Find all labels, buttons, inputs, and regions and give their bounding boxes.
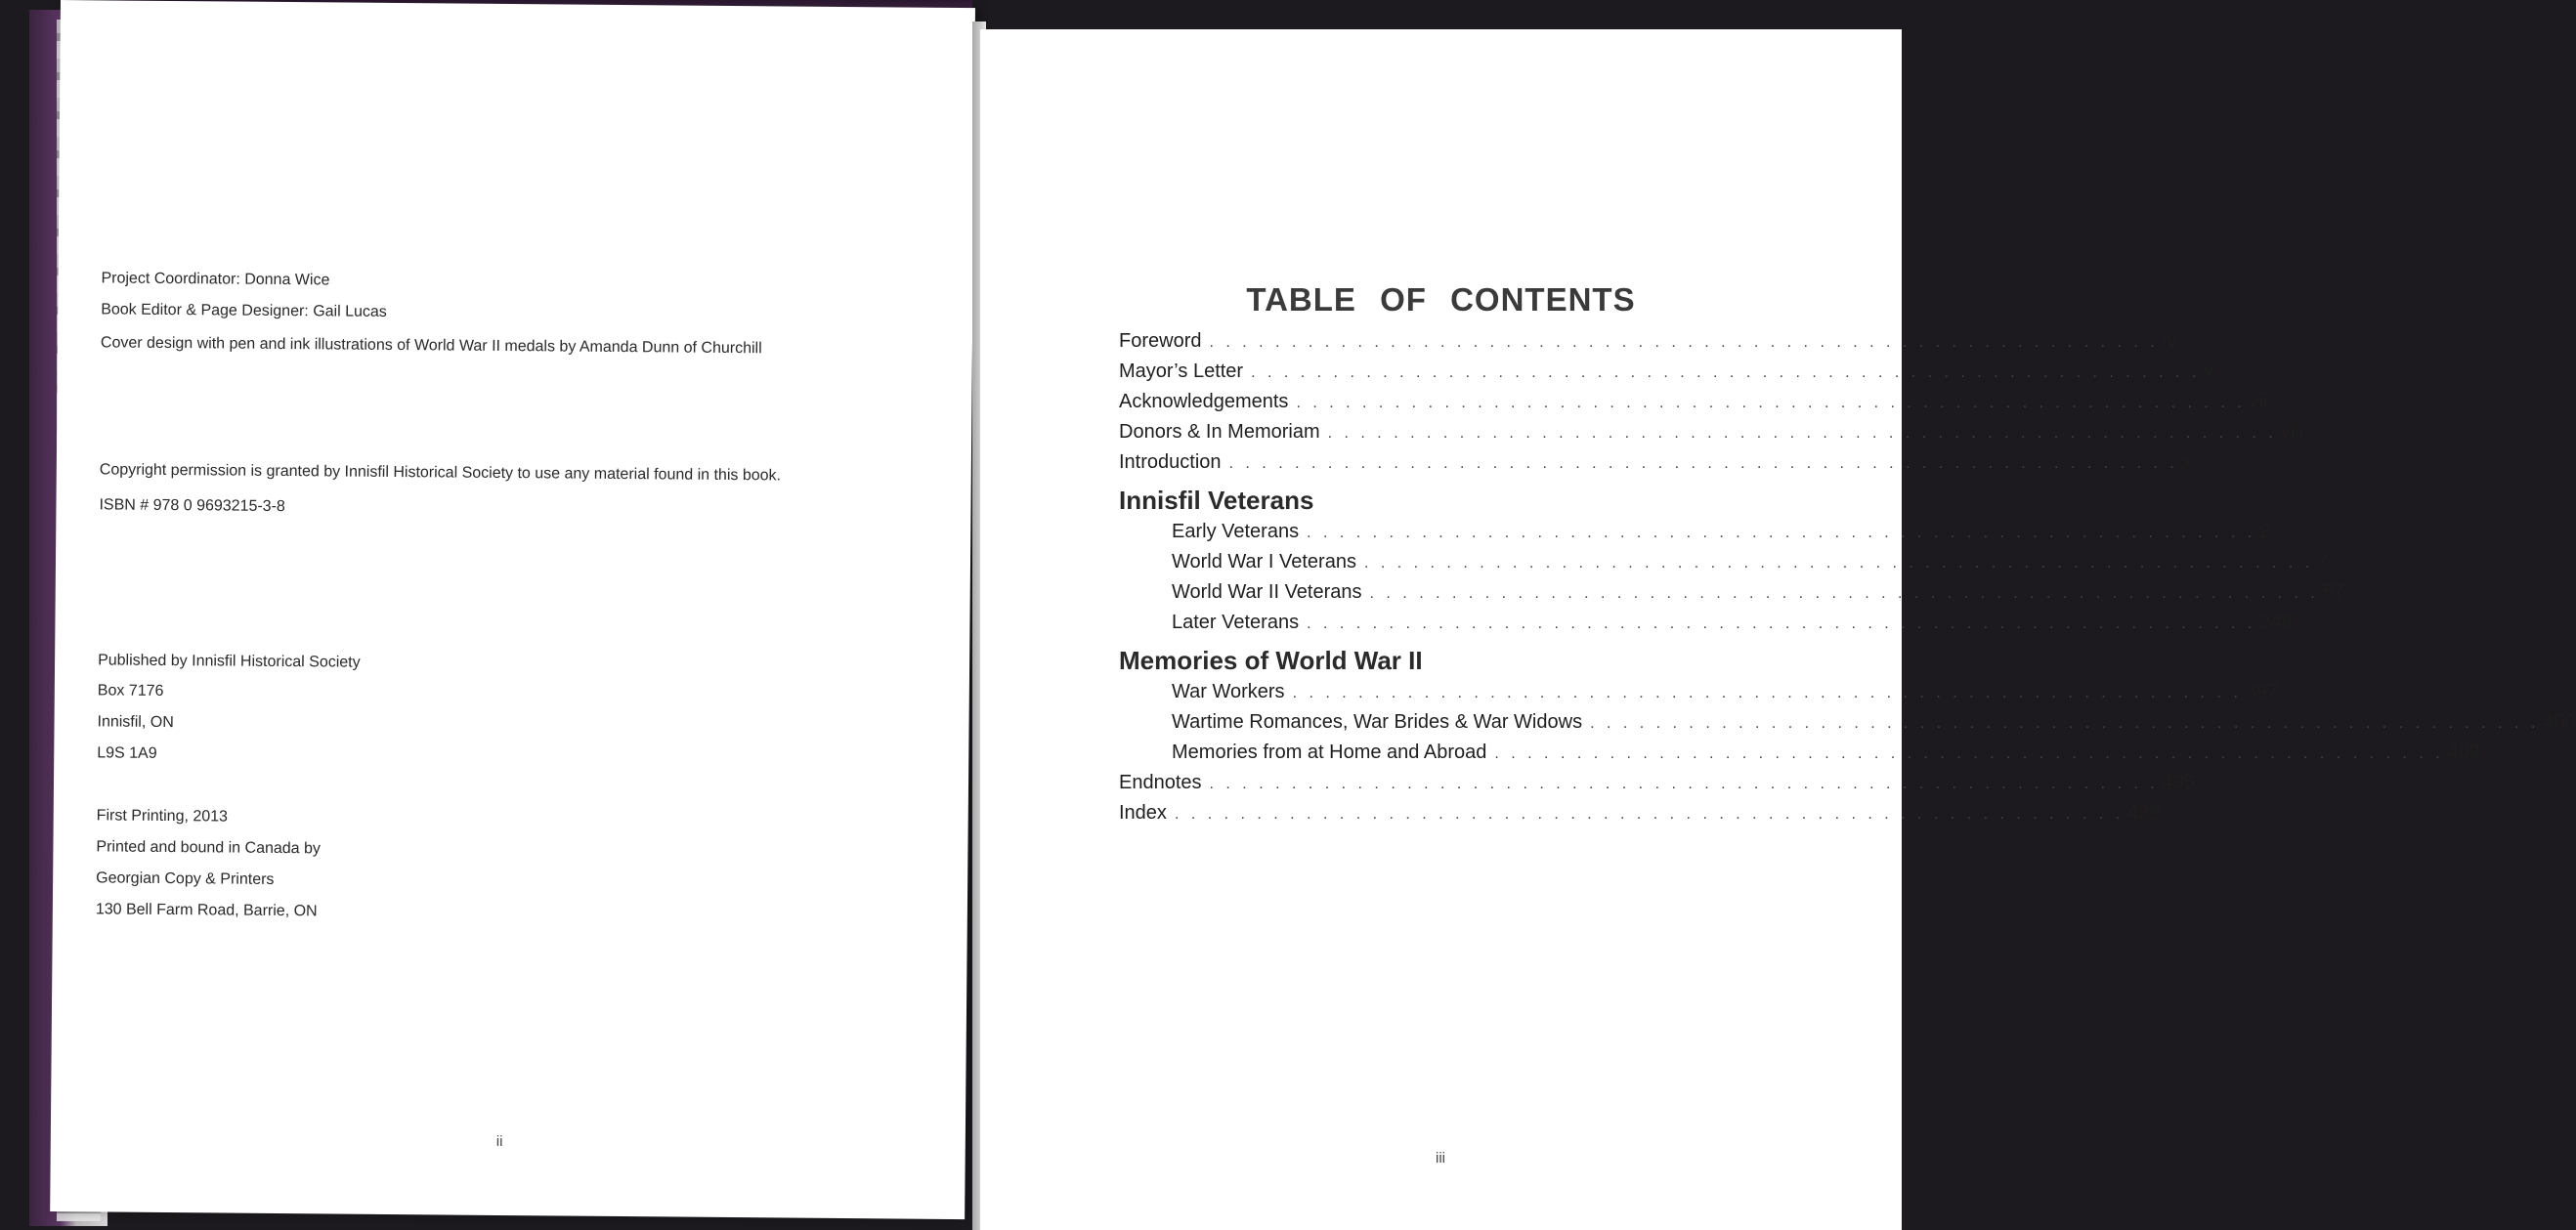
toc-entry-page: 249	[2259, 612, 2293, 633]
address-city-line: Innisfil, ON	[97, 713, 174, 732]
toc-entry-title: Endnotes	[1119, 772, 1202, 793]
page-number-left: ii	[495, 1132, 503, 1150]
table-of-contents	[1119, 330, 2576, 832]
toc-leader-dots: . . . . . . . . . . . . . . . . . . . . . . . . . . . . . . . . . . . . . . . . . . . . . . . . . . . . . . . . . .	[1327, 425, 2277, 442]
toc-entry-title: Early Veterans	[1172, 521, 1300, 542]
printer-name-line: Georgian Copy & Printers	[96, 869, 275, 888]
toc-entry-war-workers	[1119, 681, 2279, 711]
toc-entry-page: vii	[2249, 391, 2268, 412]
toc-entry-page: 400	[2543, 711, 2576, 733]
toc-entry-page: 439	[2127, 802, 2161, 824]
copyright-line: Copyright permission is granted by Innisfil Historical Society to use any material found in this book.	[99, 461, 782, 485]
toc-section-heading-innisfil-veterans: Innisfil Veterans	[1119, 486, 1314, 515]
toc-entry-title: Mayor’s Letter	[1119, 361, 1244, 382]
toc-leader-dots: . . . . . . . . . . . . . . . . . . . . . . . . . . . . . . . . . . . . . . . . . . . . . . . . . . . . . . . . . .	[1494, 745, 2444, 762]
toc-entry-mayors-letter	[1119, 361, 2214, 391]
left-page	[50, 0, 975, 1219]
toc-leader-dots: . . . . . . . . . . . . . . . . . . . . . . . . . . . . . . . . . . . . . . . . . . . . . . . . . . . . . . . . . .	[1209, 334, 2159, 351]
toc-entry-title: Donors & In Memoriam	[1119, 421, 1320, 443]
toc-leader-dots: . . . . . . . . . . . . . . . . . . . . . . . . . . . . . . . . . . . . . . . . . . . . . . . . . . . . . . . . . .	[1307, 525, 2256, 541]
cover-design-line: Cover design with pen and ink illustrations of World War II medals by Amanda Dunn of Churchill	[100, 334, 762, 358]
toc-entry-page: iv	[2162, 330, 2177, 352]
toc-entry-page: 57	[2322, 581, 2344, 603]
toc-entry-page: v	[2204, 361, 2214, 382]
toc-entry-title: World War II Veterans	[1172, 581, 1362, 603]
toc-leader-dots: . . . . . . . . . . . . . . . . . . . . . . . . . . . . . . . . . . . . . . . . . . . . . . . . . . . . . . . . . .	[1590, 715, 2540, 732]
toc-entry-wartime-romances	[1119, 711, 2576, 742]
toc-entry-title: Later Veterans	[1172, 612, 1300, 633]
toc-section-heading-memories-ww2: Memories of World War II	[1119, 646, 1423, 675]
toc-entry-page: x	[2181, 451, 2192, 473]
toc-entry-page: 397	[2245, 681, 2279, 702]
toc-title: TABLE OF CONTENTS	[1246, 281, 1636, 318]
toc-entry-page: 435	[2162, 772, 2196, 793]
printed-bound-line: Printed and bound in Canada by	[96, 838, 322, 858]
toc-entry-title: Introduction	[1119, 451, 1222, 473]
toc-entry-title: Index	[1119, 802, 1167, 824]
toc-leader-dots: . . . . . . . . . . . . . . . . . . . . . . . . . . . . . . . . . . . . . . . . . . . . . . . . . . . . . . . . . .	[1209, 776, 2159, 792]
toc-leader-dots: . . . . . . . . . . . . . . . . . . . . . . . . . . . . . . . . . . . . . . . . . . . . . . . . . . . . . . . . . .	[1292, 685, 2242, 701]
toc-entry-page: 7	[2317, 551, 2329, 573]
toc-leader-dots: . . . . . . . . . . . . . . . . . . . . . . . . . . . . . . . . . . . . . . . . . . . . . . . . . . . . . . . . . .	[1307, 615, 2256, 632]
toc-entry-index	[1119, 802, 2161, 832]
toc-leader-dots: . . . . . . . . . . . . . . . . . . . . . . . . . . . . . . . . . . . . . . . . . . . . . . . . . . . . . . . . . .	[1296, 395, 2246, 411]
toc-entry-ww2-veterans	[1119, 581, 2344, 612]
toc-entry-foreword	[1119, 330, 2177, 361]
toc-leader-dots: . . . . . . . . . . . . . . . . . . . . . . . . . . . . . . . . . . . . . . . . . . . . . . . . . . . . . . . . . .	[1251, 364, 2201, 381]
toc-entry-introduction	[1119, 451, 2192, 482]
address-box-line: Box 7176	[97, 682, 164, 700]
project-coordinator-line: Project Coordinator: Donna Wice	[101, 270, 330, 289]
toc-entry-page: 2	[2259, 521, 2271, 542]
toc-entry-later-veterans	[1119, 612, 2293, 642]
isbn-line: ISBN # 978 0 9693215-3-8	[99, 496, 285, 516]
page-number-right: iii	[1436, 1150, 1445, 1166]
toc-entry-title: World War I Veterans	[1172, 551, 1356, 573]
toc-leader-dots: . . . . . . . . . . . . . . . . . . . . . . . . . . . . . . . . . . . . . . . . . . . . . . . . . . . . . . . . . .	[1363, 555, 2314, 572]
toc-entry-memories-home-abroad	[1119, 742, 2480, 772]
toc-entry-acknowledgements	[1119, 391, 2268, 421]
toc-entry-title: Foreword	[1119, 330, 1202, 352]
right-page	[980, 29, 2576, 1230]
toc-entry-donors	[1119, 421, 2304, 451]
toc-leader-dots: . . . . . . . . . . . . . . . . . . . . . . . . . . . . . . . . . . . . . . . . . . . . . . . . . . . . . . . . . .	[1369, 585, 2319, 602]
printer-address-line: 130 Bell Farm Road, Barrie, ON	[95, 901, 318, 920]
toc-leader-dots: . . . . . . . . . . . . . . . . . . . . . . . . . . . . . . . . . . . . . . . . . . . . . . . . . . . . . . . . . .	[1174, 806, 2125, 823]
toc-entry-early-veterans	[1119, 521, 2271, 551]
toc-entry-title: War Workers	[1172, 681, 1285, 702]
postal-code-line: L9S 1A9	[97, 744, 157, 762]
toc-entry-title: Wartime Romances, War Brides & War Widows	[1172, 711, 1583, 733]
toc-leader-dots: . . . . . . . . . . . . . . . . . . . . . . . . . . . . . . . . . . . . . . . . . . . . . . . . . . . . . . . . . .	[1228, 455, 2178, 472]
toc-entry-ww1-veterans	[1119, 551, 2329, 581]
toc-entry-title: Acknowledgements	[1119, 391, 1289, 412]
first-printing-line: First Printing, 2013	[96, 807, 229, 826]
toc-entry-title: Memories from at Home and Abroad	[1172, 742, 1487, 763]
toc-entry-page: 409	[2447, 742, 2480, 763]
toc-entry-page: viii	[2280, 421, 2304, 443]
publisher-line: Published by Innisfil Historical Society	[98, 652, 361, 671]
toc-entry-endnotes	[1119, 772, 2196, 802]
book-editor-line: Book Editor & Page Designer: Gail Lucas	[101, 301, 387, 320]
